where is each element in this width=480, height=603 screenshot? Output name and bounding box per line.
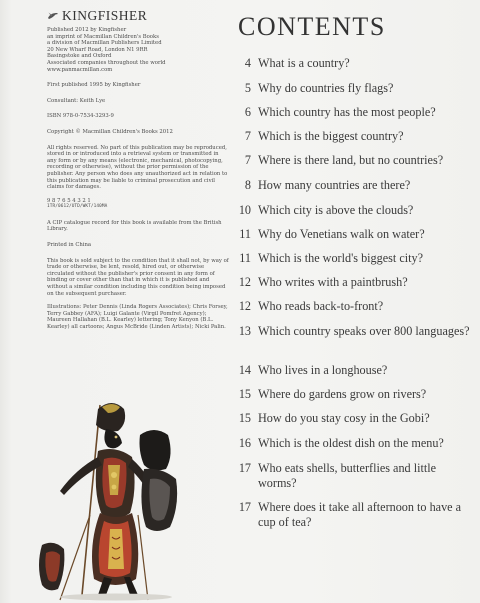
print-number-line: 9 8 7 6 5 4 3 2 1 (47, 197, 91, 204)
toc-page-number: 6 (244, 105, 251, 119)
toc-page-number: 15 (238, 387, 251, 401)
toc-page-number: 14 (238, 363, 251, 377)
illustrations-credits: Illustrations: Peter Dennis (Linda Rogers Associates); Chris Forsey, Terry Gabbey (AFA); Luigi Galante (Virgil Pomfret Agency); Maureen Hallahan (B.L. Kearley) lettering; Tony Kenyon (B.L. Kearley) all cartoons; Angus McBride (Linden Artists); Nicki Palin. (47, 304, 228, 330)
toc-page-number: 16 (238, 436, 251, 450)
imprint-column (47, 8, 229, 331)
toc-item[interactable] (236, 324, 472, 339)
toc-page-number: 7 (244, 129, 251, 143)
kingfisher-bird-icon (47, 10, 59, 22)
publisher-website: www.panmacmillan.com (47, 66, 113, 73)
toc-item[interactable] (236, 461, 472, 491)
toc-question: Which is the oldest dish on the menu? (258, 436, 444, 450)
toc-item[interactable] (236, 81, 472, 96)
imprint-line: a division of Macmillan Publishers Limited (47, 40, 162, 47)
imprint-line: Associated companies throughout the world (47, 59, 166, 66)
toc-item[interactable] (236, 387, 472, 402)
toc-question: How many countries are there? (258, 178, 411, 192)
toc-page-number: 5 (244, 81, 251, 95)
imprint-line: an imprint of Macmillan Children's Books (47, 33, 159, 40)
toc-item[interactable] (236, 105, 472, 120)
toc-page-number: 12 (238, 299, 251, 313)
consultant-line: Consultant: Keith Lye (47, 97, 106, 104)
toc-item[interactable] (236, 363, 472, 378)
toc-item[interactable] (236, 178, 472, 193)
toc-item[interactable] (236, 275, 472, 290)
toc-page-number: 13 (238, 324, 251, 338)
toc-question: Which is the biggest country? (258, 129, 404, 143)
condition-paragraph: This book is sold subject to the condition that it shall not, by way of trade or otherwise, be lent, resold, hired out, or otherwise circulated without the publisher's prior consent in any form of binding or cover other than that in which it is published and without a similar condition including this condition being imposed on the subsequent purchaser. (47, 257, 229, 297)
toc-item[interactable] (236, 129, 472, 144)
publisher-logo (47, 8, 229, 24)
toc-question: Which country speaks over 800 languages? (258, 324, 470, 338)
toc-question: Where does it take all afternoon to have a cup of tea? (258, 500, 462, 529)
toc-question: Where do gardens grow on rivers? (258, 387, 427, 401)
toc-question: Which is the world's biggest city? (258, 251, 424, 265)
toc-question: Where is there land, but no countries? (258, 153, 444, 167)
brand-name: KINGFISHER (62, 7, 148, 23)
toc-question: Why do countries fly flags? (258, 81, 394, 95)
printed-in-line: Printed in China (47, 242, 92, 249)
toc-question: Which country has the most people? (258, 105, 436, 119)
toc-item[interactable] (236, 500, 472, 530)
toc-page-number: 4 (244, 56, 251, 70)
isbn-line: ISBN 978-0-7534-3293-9 (47, 113, 114, 120)
toc-item[interactable] (236, 411, 472, 426)
toc-page-number: 8 (244, 178, 251, 192)
toc-question: Who writes with a paintbrush? (258, 275, 408, 289)
toc-item[interactable] (236, 227, 472, 242)
toc-item[interactable] (236, 153, 472, 168)
toc-page-number: 10 (238, 203, 251, 217)
rights-paragraph: All rights reserved. No part of this publication may be reproduced, stored in or introduced into a retrieval system or transmitted in any form or by any means (electronic, mechanical, photocopying, recording or otherwise), without the prior permission of the publisher. Any person who does any unauthorized act in relation to this publication may be liable to criminal prosecution and civil claims for damages. (47, 144, 228, 191)
imprint-line: Published 2012 by Kingfisher (47, 27, 127, 33)
cip-paragraph: A CIP catalogue record for this book is available from the British Library. (47, 219, 222, 233)
toc-question: Why do Venetians walk on water? (258, 227, 425, 241)
toc-question: Who reads back-to-front? (258, 299, 384, 313)
copyright-line: Copyright © Macmillan Children's Books 2012 (47, 128, 173, 135)
toc-item[interactable] (236, 436, 472, 451)
toc-item[interactable] (236, 299, 472, 314)
toc-item[interactable] (236, 56, 472, 71)
imprint-line: Basingstoke and Oxford (47, 53, 112, 60)
toc-page-number: 7 (244, 153, 251, 167)
toc-question: Which city is above the clouds? (258, 203, 414, 217)
toc-question: How do you stay cosy in the Gobi? (258, 411, 430, 425)
toc-page-number: 17 (238, 500, 251, 514)
shadow-puppet-illustration (20, 395, 192, 603)
toc-question: Who lives in a longhouse? (258, 363, 388, 377)
toc-page-number: 15 (238, 411, 251, 425)
first-published-line: First published 1995 by Kingfisher (47, 82, 141, 89)
print-code-line: 1TR/0612/UTD/WKT/140MA (47, 204, 108, 210)
toc-item[interactable] (236, 203, 472, 218)
toc-page-number: 11 (239, 251, 251, 265)
toc-page-number: 12 (238, 275, 251, 289)
toc-page-number: 17 (238, 461, 251, 475)
toc-question: Who eats shells, butterflies and little worms? (258, 461, 437, 490)
toc-question: What is a country? (258, 56, 350, 70)
imprint-line: 20 New Wharf Road, London N1 9RR (47, 46, 148, 53)
toc-page-number: 11 (239, 227, 251, 241)
contents-title: CONTENTS (238, 12, 386, 41)
toc-item[interactable] (236, 251, 472, 266)
